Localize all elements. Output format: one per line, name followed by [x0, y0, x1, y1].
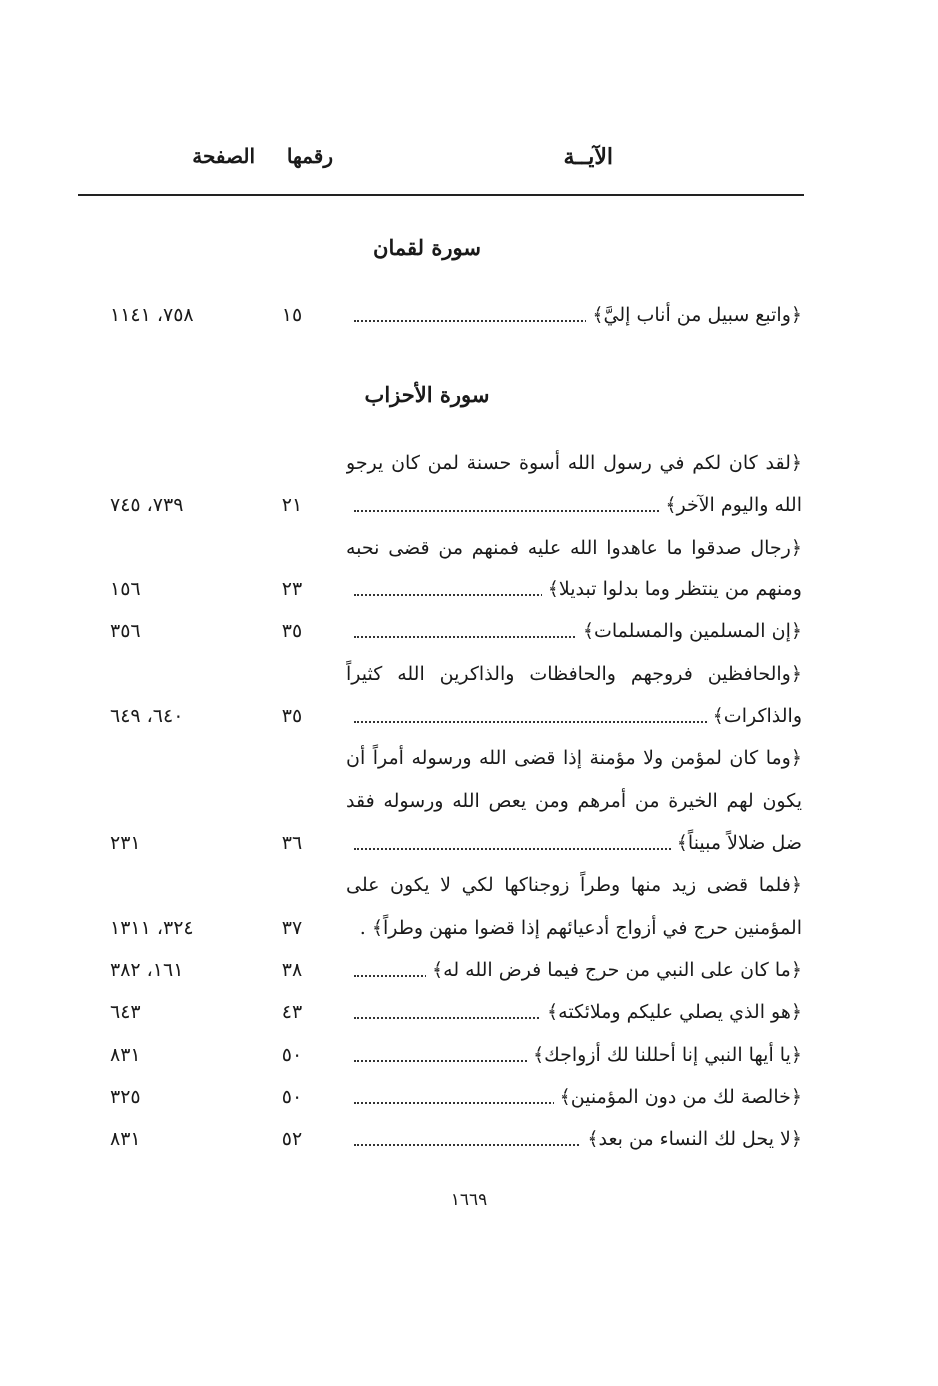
ayah-line: ﴿ما كان على النبي من حرج فيما فرض الله له﴾: [346, 955, 802, 985]
ayah-number: ١٥: [281, 304, 303, 326]
ayah-line: ﴿خالصة لك من دون المؤمنين﴾: [346, 1082, 802, 1112]
page-number: ١٦٦٩: [450, 1190, 488, 1210]
ayah-number: ٥٠: [281, 1044, 303, 1066]
ayah-pages: ١٦١، ٣٨٢: [110, 959, 184, 981]
surah-title: سورة لقمان: [373, 235, 481, 260]
header-divider: [78, 194, 804, 196]
ayah-line: ﴿هو الذي يصلي عليكم وملائكته﴾: [346, 997, 802, 1027]
ayah-pages: ١٥٦: [110, 578, 141, 600]
ayah-number: ٣٧: [281, 917, 303, 939]
ayah-line: الله واليوم الآخر﴾: [346, 490, 802, 520]
ayah-line: ومنهم من ينتظر وما بدلوا تبديلا﴾: [346, 574, 802, 604]
ayah-line: ﴿فلما قضى زيد منها وطراً زوجناكها لكي لا يكون على: [346, 874, 802, 896]
surah-title: سورة الأحزاب: [364, 382, 490, 407]
ayah-pages: ٣٢٤، ١٣١١: [110, 917, 194, 939]
ayah-pages: ٦٤٣: [110, 1001, 141, 1023]
ayah-number: ٣٥: [281, 705, 303, 727]
ayah-pages: ٨٣١: [110, 1128, 141, 1150]
ayah-pages: ٧٣٩، ٧٤٥: [110, 494, 184, 516]
ayah-line: ضل ضلالاً مبيناً﴾: [346, 828, 802, 858]
ayah-number: ٢١: [281, 494, 303, 516]
ayah-pages: ٦٤٠، ٦٤٩: [110, 705, 184, 727]
ayah-number: ٢٣: [281, 578, 303, 600]
ayah-line: ﴿لقد كان لكم في رسول الله أسوة حسنة لمن كان يرجو: [346, 452, 802, 474]
ayah-line: ﴿إن المسلمين والمسلمات﴾: [346, 616, 802, 646]
ayah-number: ٣٨: [281, 959, 303, 981]
ayah-line: ﴿واتبع سبيل من أناب إليَّ﴾: [346, 300, 802, 330]
ayah-line: ﴿لا يحل لك النساء من بعد﴾: [346, 1124, 802, 1154]
ayah-pages: ٨٣١: [110, 1044, 141, 1066]
ayah-pages: ٣٥٦: [110, 620, 141, 642]
ayah-line: ﴿رجال صدقوا ما عاهدوا الله عليه فمنهم من قضى نحبه: [346, 537, 802, 559]
ayah-line: ﴿وما كان لمؤمن ولا مؤمنة إذا قضى الله ورسوله أمراً أن: [346, 747, 802, 769]
ayah-number: ٥٠: [281, 1086, 303, 1108]
ayah-line: ﴿والحافظين فروجهم والحافظات والذاكرين الله كثيراً: [346, 663, 802, 685]
ayah-line: يكون لهم الخيرة من أمرهم ومن يعص الله ورسوله فقد: [346, 790, 802, 812]
ayah-line: المؤمنين حرج في أزواج أدعيائهم إذا قضوا منهن وطراً﴾ .: [359, 917, 802, 939]
ayah-line: ﴿يا أيها النبي إنا أحللنا لك أزواجك﴾: [346, 1040, 802, 1070]
ayah-number: ٥٢: [281, 1128, 303, 1150]
table-header: [78, 140, 803, 184]
ayah-pages: ٧٥٨، ١١٤١: [110, 304, 194, 326]
header-ayah-label: الآيــة: [563, 144, 613, 170]
header-page-label: الصفحة: [192, 144, 255, 168]
ayah-pages: ٣٢٥: [110, 1086, 141, 1108]
header-number-label: رقمها: [286, 144, 333, 168]
ayah-number: ٤٣: [281, 1001, 303, 1023]
ayah-line: والذاكرات﴾: [346, 701, 802, 731]
ayah-number: ٣٥: [281, 620, 303, 642]
ayah-number: ٣٦: [281, 832, 303, 854]
ayah-pages: ٢٣١: [110, 832, 141, 854]
